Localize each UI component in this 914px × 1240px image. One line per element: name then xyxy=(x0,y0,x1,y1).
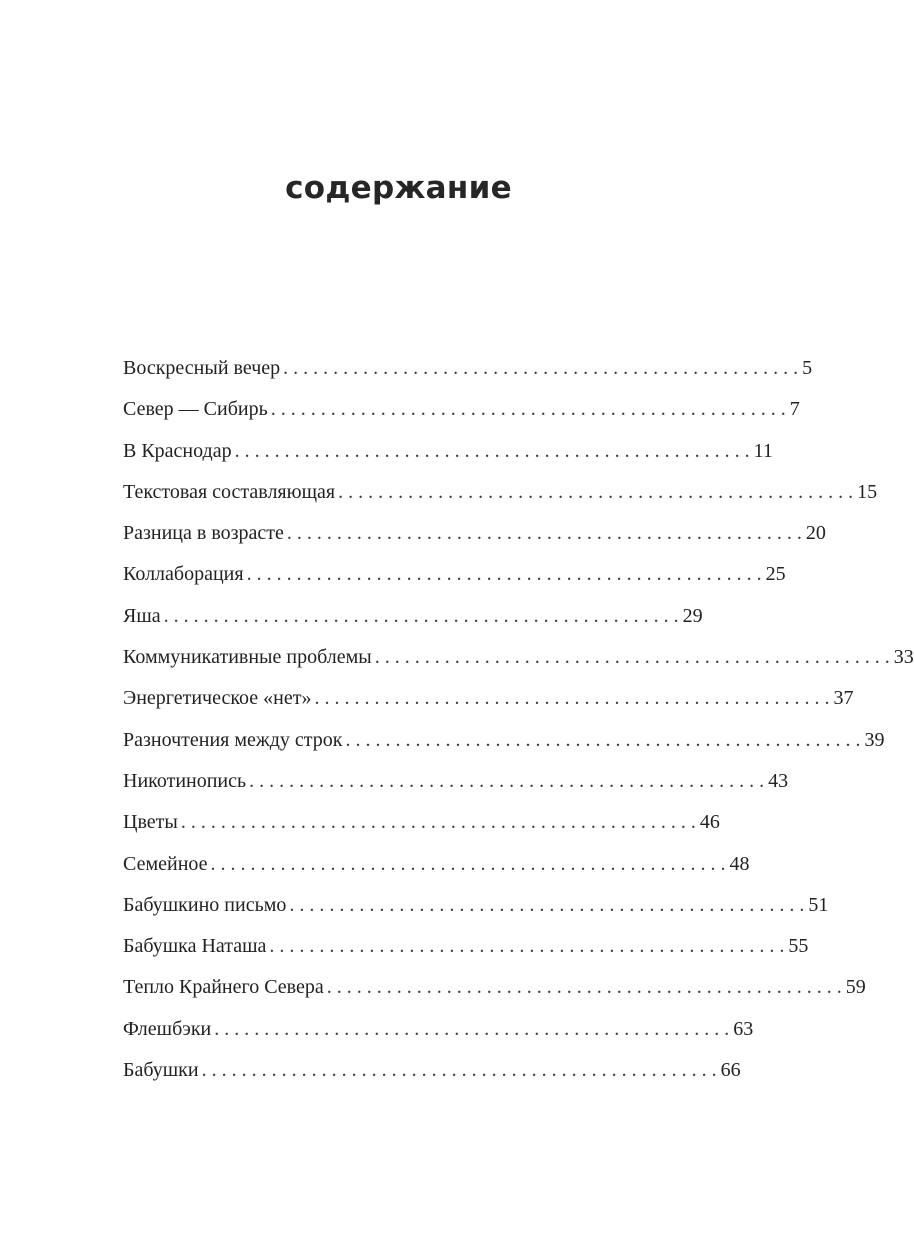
toc-entry[interactable] xyxy=(123,642,914,683)
dot-leader: . . . . . . . . . . . . . . . . . . . . . . . . . . . . . . . . . . . . . . . . . . . . . . . . . . . . xyxy=(163,604,679,627)
toc-entry[interactable] xyxy=(123,353,813,394)
toc-entry-title: Бабушкино письмо xyxy=(123,893,287,916)
toc-entry-title: Никотинопись xyxy=(123,769,247,792)
toc-entry[interactable] xyxy=(123,849,750,890)
toc-entry-page: 5 xyxy=(802,357,813,379)
toc-entry-page: 48 xyxy=(729,852,750,875)
dot-leader: . . . . . . . . . . . . . . . . . . . . . . . . . . . . . . . . . . . . . . . . . . . . . . . . . . . . xyxy=(214,1017,730,1040)
toc-entry-title: Воскресный вечер xyxy=(123,357,281,379)
toc-entry-title: Бабушки xyxy=(123,1059,199,1082)
toc-entry[interactable] xyxy=(123,477,878,518)
toc-entry-page: 20 xyxy=(805,522,826,545)
toc-entry-title: Коллаборация xyxy=(123,563,244,586)
page-title: содержание xyxy=(285,170,512,206)
toc-entry[interactable] xyxy=(123,601,703,642)
toc-entry[interactable] xyxy=(123,559,786,600)
toc-entry-page: 39 xyxy=(864,728,885,751)
toc-entry-title: Семейное xyxy=(123,852,208,875)
dot-leader: . . . . . . . . . . . . . . . . . . . . . . . . . . . . . . . . . . . . . . . . . . . . . . . . . . . . xyxy=(180,811,696,834)
toc-entry-title: Север — Сибирь xyxy=(123,398,268,421)
dot-leader: . . . . . . . . . . . . . . . . . . . . . . . . . . . . . . . . . . . . . . . . . . . . . . . . . . . . xyxy=(201,1059,717,1082)
toc-entry-title: В Краснодар xyxy=(123,439,232,462)
toc-entry-page: 11 xyxy=(753,439,773,462)
toc-entry-title: Текстовая составляющая xyxy=(123,480,336,503)
toc-entry-title: Цветы xyxy=(123,811,178,834)
toc-entry-title: Бабушка Наташа xyxy=(123,935,267,958)
toc-entry[interactable] xyxy=(123,972,866,1013)
dot-leader: . . . . . . . . . . . . . . . . . . . . . . . . . . . . . . . . . . . . . . . . . . . . . . . . . . . . xyxy=(270,398,786,421)
toc-entry[interactable] xyxy=(123,518,826,559)
toc-entry-page: 55 xyxy=(788,935,809,958)
toc-entry[interactable] xyxy=(123,931,809,972)
toc-entry-page: 7 xyxy=(789,398,800,421)
toc-entry-page: 15 xyxy=(857,480,878,503)
toc-entry-title: Флешбэки xyxy=(123,1017,212,1040)
toc-entry-page: 29 xyxy=(682,604,703,627)
dot-leader: . . . . . . . . . . . . . . . . . . . . . . . . . . . . . . . . . . . . . . . . . . . . . . . . . . . . xyxy=(289,893,805,916)
toc-entry[interactable] xyxy=(123,1014,754,1055)
toc-entry[interactable] xyxy=(123,683,854,724)
dot-leader: . . . . . . . . . . . . . . . . . . . . . . . . . . . . . . . . . . . . . . . . . . . . . . . . . . . . xyxy=(269,935,785,958)
toc-entry-page: 59 xyxy=(845,976,866,999)
toc-entry-page: 33 xyxy=(893,646,914,669)
toc-entry-page: 37 xyxy=(833,687,854,710)
toc-entry-title: Энергетическое «нет» xyxy=(123,687,312,710)
dot-leader: . . . . . . . . . . . . . . . . . . . . . . . . . . . . . . . . . . . . . . . . . . . . . . . . . . . . xyxy=(283,357,799,379)
dot-leader: . . . . . . . . . . . . . . . . . . . . . . . . . . . . . . . . . . . . . . . . . . . . . . . . . . . . xyxy=(326,976,842,999)
toc-entry-title: Разночтения между строк xyxy=(123,728,343,751)
dot-leader: . . . . . . . . . . . . . . . . . . . . . . . . . . . . . . . . . . . . . . . . . . . . . . . . . . . . xyxy=(314,687,830,710)
dot-leader: . . . . . . . . . . . . . . . . . . . . . . . . . . . . . . . . . . . . . . . . . . . . . . . . . . . . xyxy=(374,646,890,669)
toc-entry-page: 51 xyxy=(808,893,829,916)
toc-entry-title: Тепло Крайнего Севера xyxy=(123,976,324,999)
dot-leader: . . . . . . . . . . . . . . . . . . . . . . . . . . . . . . . . . . . . . . . . . . . . . . . . . . . . xyxy=(338,480,854,503)
toc-entry-page: 66 xyxy=(720,1059,741,1082)
toc-entry-page: 63 xyxy=(733,1017,754,1040)
toc-entry-page: 25 xyxy=(765,563,786,586)
table-of-contents xyxy=(123,353,914,1096)
toc-entry-title: Коммуникативные проблемы xyxy=(123,646,372,669)
dot-leader: . . . . . . . . . . . . . . . . . . . . . . . . . . . . . . . . . . . . . . . . . . . . . . . . . . . . xyxy=(246,563,762,586)
dot-leader: . . . . . . . . . . . . . . . . . . . . . . . . . . . . . . . . . . . . . . . . . . . . . . . . . . . . xyxy=(234,439,750,462)
toc-entry[interactable] xyxy=(123,890,829,931)
toc-entry[interactable] xyxy=(123,436,773,477)
toc-entry-page: 43 xyxy=(768,769,789,792)
toc-entry-title: Яша xyxy=(123,604,161,627)
dot-leader: . . . . . . . . . . . . . . . . . . . . . . . . . . . . . . . . . . . . . . . . . . . . . . . . . . . . xyxy=(286,522,802,545)
dot-leader: . . . . . . . . . . . . . . . . . . . . . . . . . . . . . . . . . . . . . . . . . . . . . . . . . . . . xyxy=(345,728,861,751)
dot-leader: . . . . . . . . . . . . . . . . . . . . . . . . . . . . . . . . . . . . . . . . . . . . . . . . . . . . xyxy=(249,769,765,792)
toc-entry-title: Разница в возрасте xyxy=(123,522,284,545)
toc-entry-page: 46 xyxy=(699,811,720,834)
toc-entry[interactable] xyxy=(123,807,720,848)
toc-entry[interactable] xyxy=(123,1055,741,1096)
toc-entry[interactable] xyxy=(123,725,885,766)
toc-entry[interactable] xyxy=(123,394,800,435)
toc-entry[interactable] xyxy=(123,766,789,807)
dot-leader: . . . . . . . . . . . . . . . . . . . . . . . . . . . . . . . . . . . . . . . . . . . . . . . . . . . . xyxy=(210,852,726,875)
